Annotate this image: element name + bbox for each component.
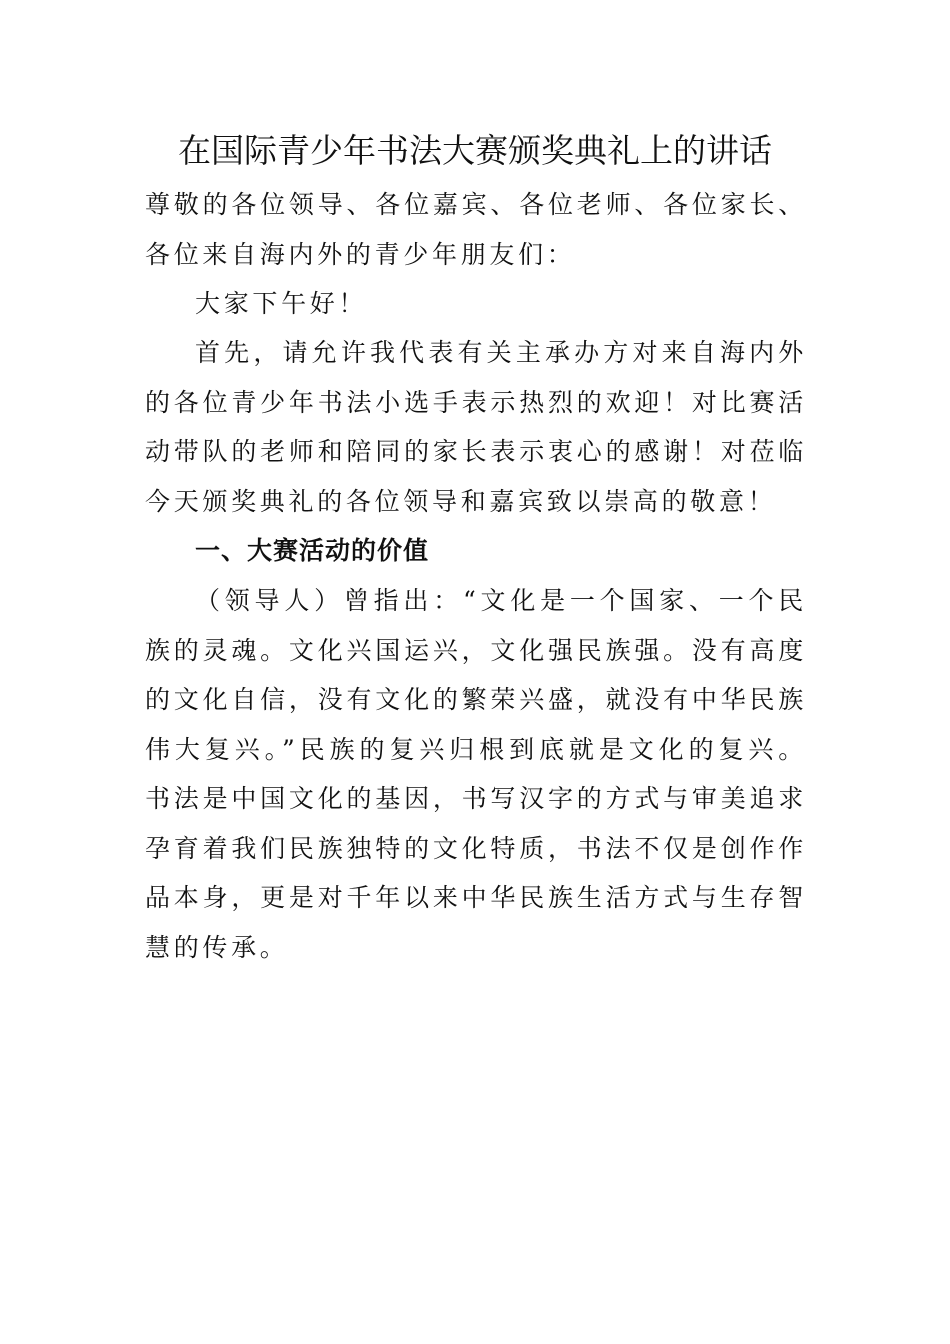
greeting-paragraph: 大家下午好！ <box>195 289 368 318</box>
welcome-paragraph: 首先，请允许我代表有关主承办方对来自海内外的各位青少年书法小选手表示热烈的欢迎！对比赛活动带队的老师和陪同的家长表示衷心的感谢！对莅临今天颁奖典礼的各位领导和嘉宾致以崇高的敬意！ <box>145 338 807 516</box>
document-title: 在国际青少年书法大赛颁奖典礼上的讲话 <box>178 131 772 170</box>
value-paragraph: （领导人）曾指出：“文化是一个国家、一个民族的灵魂。文化兴国运兴，文化强民族强。没有高度的文化自信，没有文化的繁荣兴盛，就没有中华民族伟大复兴。”民族的复兴归根到底就是文化的复兴。书法是中国文化的基因，书写汉字的方式与审美追求孕育着我们民族独特的文化特质，书法不仅是创作作品本身，更是对千年以来中华民族生活方式与生存智慧的传承。 <box>145 586 807 962</box>
section-heading: 一、大赛活动的价值 <box>195 536 430 565</box>
salutation-paragraph: 尊敬的各位领导、各位嘉宾、各位老师、各位家长、各位来自海内外的青少年朋友们： <box>145 190 807 269</box>
